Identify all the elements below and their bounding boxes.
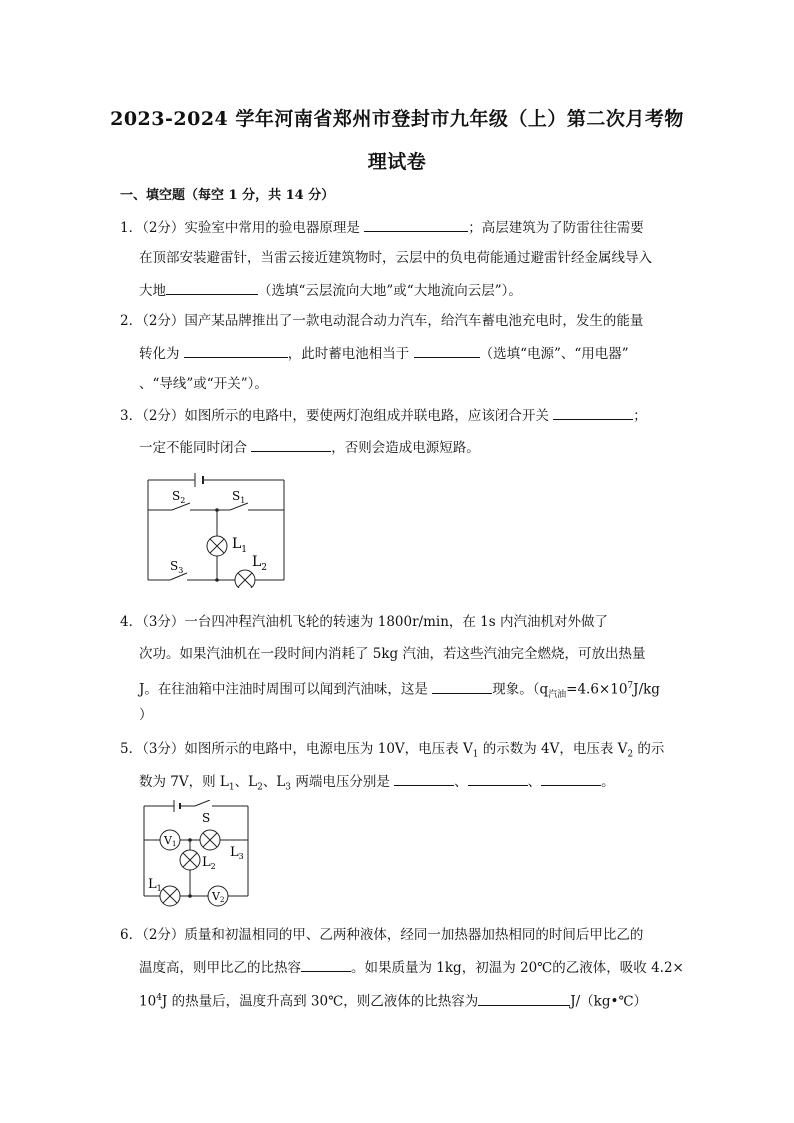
question-4-line3: J。在往油箱中注油时周围可以闻到汽油味，这是 现象。（$q_{汽油}=4.6\times 10^7J/kg$ [139, 676, 660, 705]
question-2-line3: 、“导线”或“开关”）。 [139, 376, 268, 392]
question-2-line1: 2．（2分）国产某品牌推出了一款电动混合动力汽车，给汽车蓄电池充电时，发生的能量 [120, 313, 644, 329]
answer-blank[interactable] [394, 771, 454, 786]
label-l1: $L_1$ [232, 536, 248, 555]
label-s: S [202, 811, 211, 825]
section-heading-fill-in: 一、填空题（每空 1 分，共 14 分） [120, 188, 335, 203]
question-4-line1: 4．（3分）一台四冲程汽油机飞轮的转速为 1800r/min，在 1s 内汽油机对外做了 [120, 614, 608, 630]
question-2-line2: 转化为 ，此时蓄电池相当于 （选填“电源”、“用电器” [139, 343, 629, 364]
question-6-line3: $10^4J$ 的热量后，温度升高到 30℃，则乙液体的比热容为 J/（kg•℃） [139, 988, 647, 1012]
question-number: 3． [120, 408, 143, 424]
lamp-l2 [235, 570, 255, 588]
question-3-line2: 一定不能同时闭合 ，否则会造成电源短路。 [139, 437, 480, 458]
question-number: 2． [120, 313, 143, 329]
label-l1: $L_1$ [148, 877, 162, 893]
question-number: 5． [120, 741, 143, 757]
answer-blank[interactable] [468, 771, 528, 786]
circuit-diagram-q3 [140, 468, 290, 588]
label-s3: $S_3$ [170, 559, 184, 575]
exam-title-line2: 理试卷 [367, 151, 427, 173]
question-5-line1: 5．（3分）如图所示的电路中，电源电压为 10V，电压表 $V_1$ 的示数为 4V，电压表 $V_2$ 的示 [120, 741, 665, 760]
question-6-line2: 温度高，则甲比乙的比热容 。如果质量为 1kg，初温为 20℃的乙液体，吸收 4.2× [139, 957, 684, 978]
label-l2: $L_2$ [202, 855, 216, 871]
question-1-line3: 大地 （选填“云层流向大地”或“大地流向云层”）。 [139, 280, 522, 301]
switch-s-blade [195, 800, 210, 806]
answer-blank[interactable] [251, 437, 331, 452]
label-l3: $L_3$ [230, 845, 244, 861]
question-4-line4: ） [139, 707, 153, 723]
question-4-line2: 次功。如果汽油机在一段时间内消耗了 5kg 汽油，若这些汽油完全燃烧，可放出热量 [139, 646, 646, 662]
answer-blank[interactable] [432, 679, 492, 694]
label-l2: $L_2$ [252, 554, 268, 573]
question-5-line2: 数为 7V，则 $L_1$、$L_2$、$L_3$ 两端电压分别是 、 、 。 [139, 771, 615, 798]
answer-blank[interactable] [166, 280, 258, 295]
label-v1: V1 [164, 834, 177, 848]
question-3-line1: 3．（2分）如图所示的电路中，要使两灯泡组成并联电路，应该闭合开关 ； [120, 405, 647, 426]
exam-title-line1: 2023-2024 学年河南省郑州市登封市九年级（上）第二次月考物 [110, 108, 684, 130]
answer-blank[interactable] [414, 343, 480, 358]
label-v2: V2 [212, 890, 225, 904]
question-number: 4． [120, 614, 143, 630]
question-1-line2: 在顶部安装避雷针，当雷云接近建筑物时，云层中的负电荷能通过避雷针经金属线导入 [139, 250, 652, 266]
answer-blank[interactable] [541, 771, 601, 786]
answer-blank[interactable] [553, 405, 633, 420]
label-s1: $S_1$ [232, 489, 246, 505]
answer-blank[interactable] [364, 217, 468, 232]
circuit-diagram-q5 [140, 800, 260, 908]
question-number: 6． [120, 927, 143, 943]
question-number: 1． [120, 220, 143, 236]
label-s2: $S_2$ [172, 489, 186, 505]
answer-blank[interactable] [184, 343, 288, 358]
question-6-line1: 6．（2分）质量和初温相同的甲、乙两种液体，经同一加热器加热相同的时间后甲比乙的 [120, 927, 644, 943]
question-1-line1: 1．（2分）实验室中常用的验电器原理是 ；高层建筑为了防雷往往需要 [120, 217, 644, 238]
answer-blank[interactable] [478, 991, 570, 1006]
answer-blank[interactable] [301, 957, 351, 972]
